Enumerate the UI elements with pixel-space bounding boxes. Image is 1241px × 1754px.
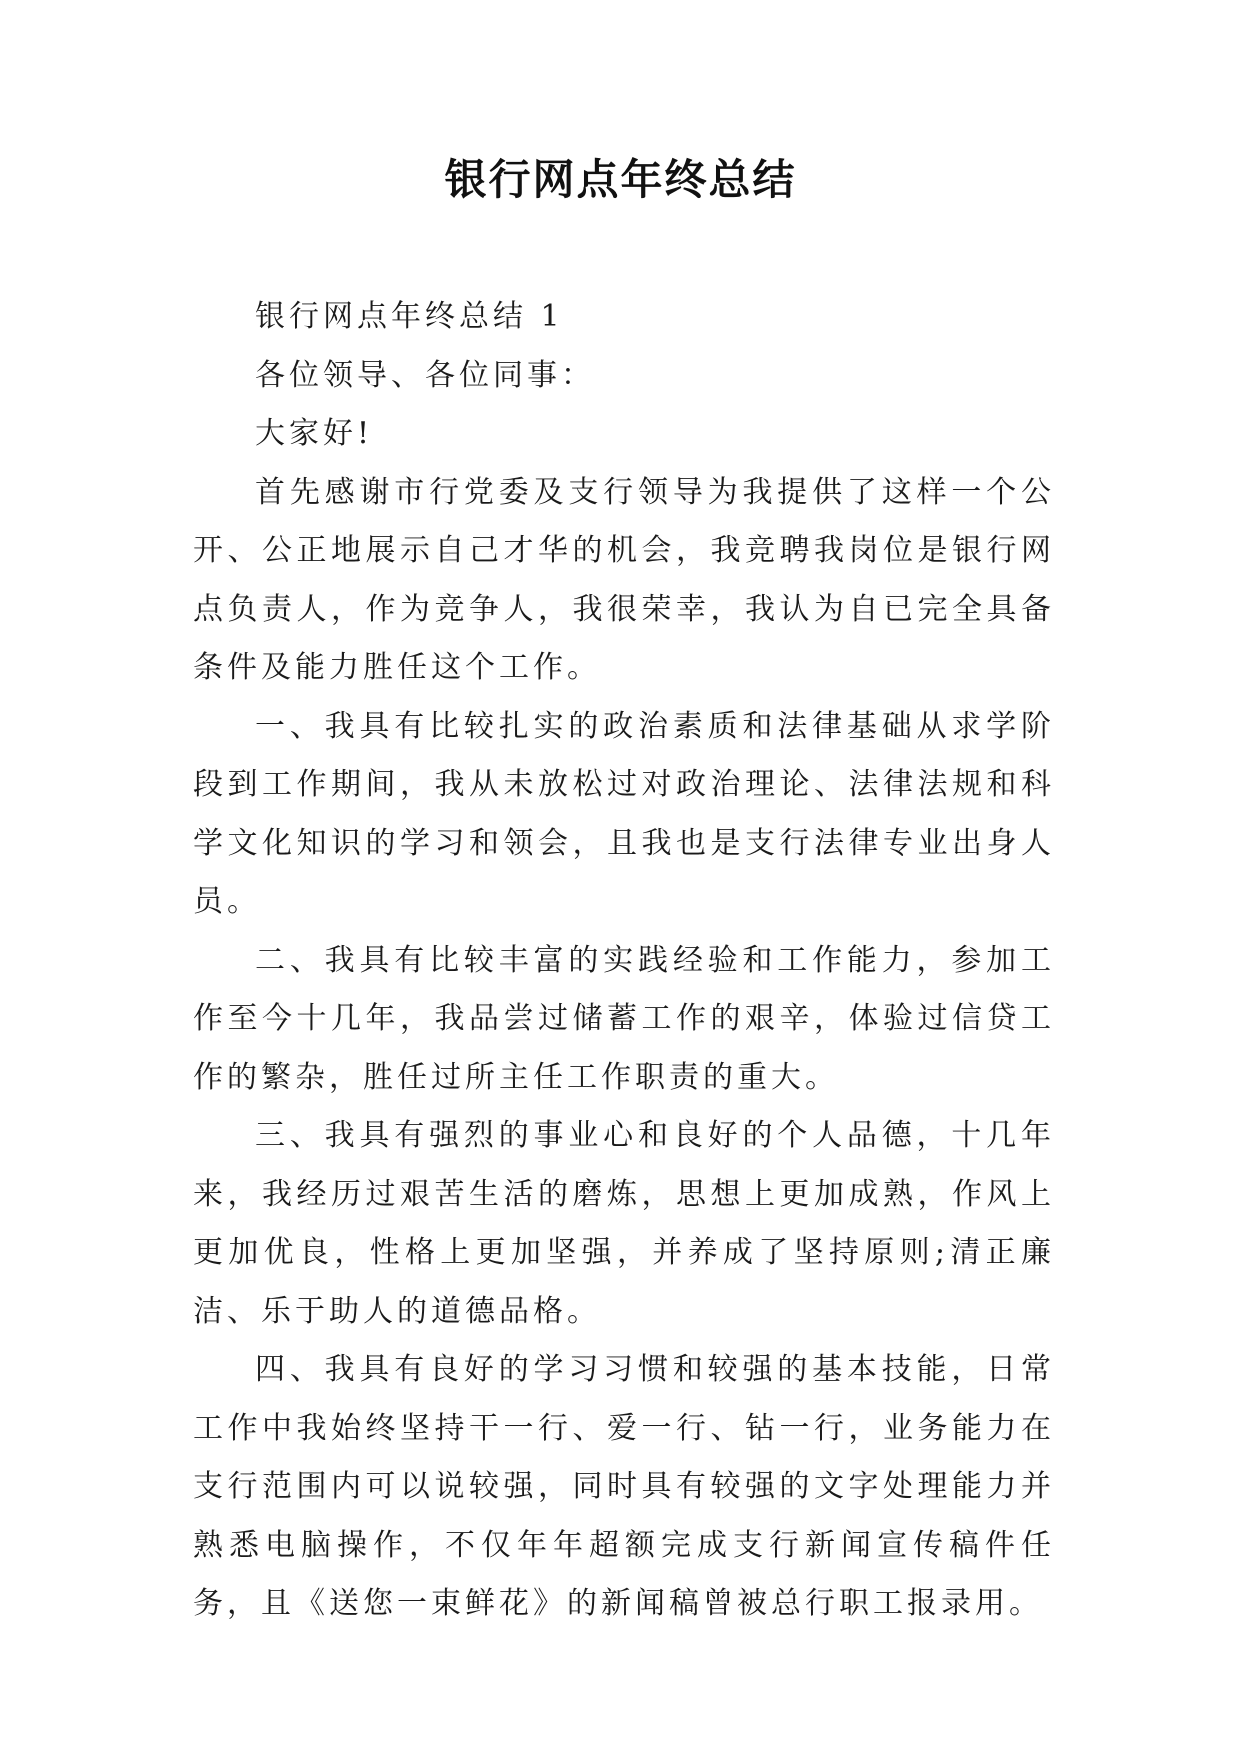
paragraph-point-3: 三、我具有强烈的事业心和良好的个人品德，十几年来，我经历过艰苦生活的磨炼，思想上更加成熟，作风上更加优良，性格上更加坚强，并养成了坚持原则;清正廉洁、乐于助人的道德品格。 bbox=[193, 1118, 1055, 1329]
paragraph-point-4: 四、我具有良好的学习习惯和较强的基本技能，日常工作中我始终坚持干一行、爱一行、钻一行，业务能力在支行范围内可以说较强，同时具有较强的文字处理能力并熟悉电脑操作，不仅年年超额完成支行新闻宣传稿件任务，且《送您一束鲜花》的新闻稿曾被总行职工报录用。 bbox=[193, 1352, 1055, 1621]
document-body bbox=[193, 288, 1055, 1634]
paragraph-point-1: 一、我具有比较扎实的政治素质和法律基础从求学阶段到工作期间，我从未放松过对政治理论、法律法规和科学文化知识的学习和领会，且我也是支行法律专业出身人员。 bbox=[193, 708, 1055, 919]
paragraph-point-2: 二、我具有比较丰富的实践经验和工作能力，参加工作至今十几年，我品尝过储蓄工作的艰辛，体验过信贷工作的繁杂，胜任过所主任工作职责的重大。 bbox=[193, 942, 1055, 1095]
paragraph-intro: 首先感谢市行党委及支行领导为我提供了这样一个公开、公正地展示自己才华的机会，我竞聘我岗位是银行网点负责人，作为竞争人，我很荣幸，我认为自已完全具备条件及能力胜任这个工作。 bbox=[193, 474, 1055, 685]
salutation: 各位领导、各位同事： bbox=[255, 357, 595, 393]
section-heading: 银行网点年终总结 1 bbox=[255, 299, 564, 334]
greeting: 大家好! bbox=[255, 416, 374, 451]
document-title: 银行网点年终总结 bbox=[444, 155, 797, 204]
